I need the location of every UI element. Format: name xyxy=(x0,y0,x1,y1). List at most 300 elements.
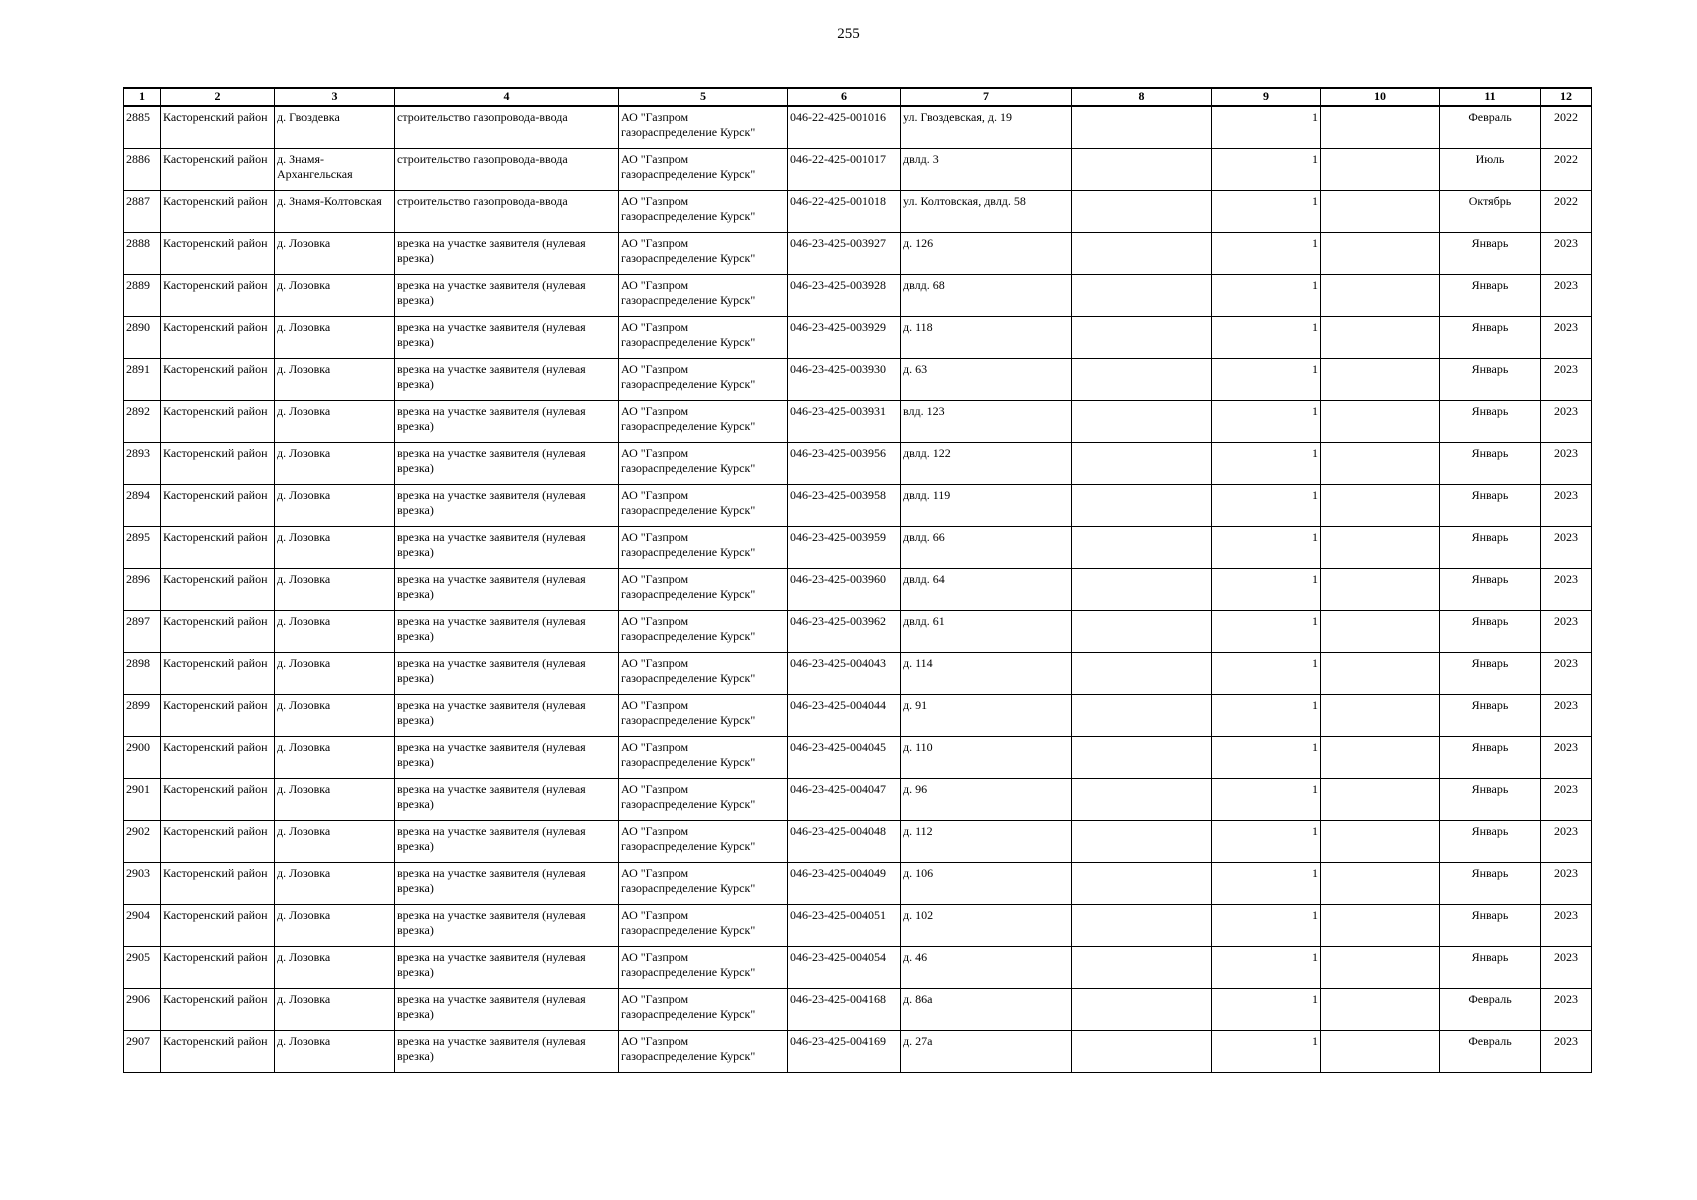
organization-cell: АО "Газпром газораспределение Курск" xyxy=(619,526,788,568)
locality-cell: д. Лозовка xyxy=(275,526,395,568)
work-type-cell: врезка на участке заявителя (нулевая врезка) xyxy=(395,904,619,946)
organization-cell: АО "Газпром газораспределение Курск" xyxy=(619,1030,788,1072)
organization-cell: АО "Газпром газораспределение Курск" xyxy=(619,946,788,988)
row-number: 2900 xyxy=(124,736,161,778)
month-cell: Октябрь xyxy=(1440,190,1541,232)
year-cell: 2023 xyxy=(1541,778,1592,820)
table-row xyxy=(124,442,1592,484)
address-cell: д. 96 xyxy=(901,778,1072,820)
table-row xyxy=(124,106,1592,148)
code-cell: 046-23-425-004054 xyxy=(788,946,901,988)
row-number: 2893 xyxy=(124,442,161,484)
column-10-cell xyxy=(1321,526,1440,568)
column-10-cell xyxy=(1321,988,1440,1030)
locality-cell: д. Лозовка xyxy=(275,904,395,946)
work-type-cell: врезка на участке заявителя (нулевая врезка) xyxy=(395,652,619,694)
organization-cell: АО "Газпром газораспределение Курск" xyxy=(619,568,788,610)
table-row xyxy=(124,904,1592,946)
month-cell: Январь xyxy=(1440,526,1541,568)
row-number: 2895 xyxy=(124,526,161,568)
quantity-cell: 1 xyxy=(1212,736,1321,778)
column-8-cell xyxy=(1072,904,1212,946)
code-cell: 046-23-425-003931 xyxy=(788,400,901,442)
quantity-cell: 1 xyxy=(1212,316,1321,358)
table-row xyxy=(124,652,1592,694)
table-row xyxy=(124,232,1592,274)
address-cell: д. 106 xyxy=(901,862,1072,904)
column-10-cell xyxy=(1321,694,1440,736)
month-cell: Февраль xyxy=(1440,1030,1541,1072)
organization-cell: АО "Газпром газораспределение Курск" xyxy=(619,400,788,442)
work-type-cell: врезка на участке заявителя (нулевая врезка) xyxy=(395,232,619,274)
work-type-cell: врезка на участке заявителя (нулевая врезка) xyxy=(395,694,619,736)
table-row xyxy=(124,148,1592,190)
work-type-cell: врезка на участке заявителя (нулевая врезка) xyxy=(395,862,619,904)
month-cell: Январь xyxy=(1440,778,1541,820)
year-cell: 2023 xyxy=(1541,694,1592,736)
work-type-cell: врезка на участке заявителя (нулевая врезка) xyxy=(395,736,619,778)
code-cell: 046-23-425-004049 xyxy=(788,862,901,904)
locality-cell: д. Лозовка xyxy=(275,610,395,652)
row-number: 2888 xyxy=(124,232,161,274)
district-cell: Касторенский район xyxy=(161,148,275,190)
page-number: 255 xyxy=(837,26,860,42)
column-10-cell xyxy=(1321,652,1440,694)
year-cell: 2023 xyxy=(1541,316,1592,358)
column-10-cell xyxy=(1321,190,1440,232)
table-row xyxy=(124,400,1592,442)
work-type-cell: врезка на участке заявителя (нулевая врезка) xyxy=(395,316,619,358)
code-cell: 046-22-425-001018 xyxy=(788,190,901,232)
year-cell: 2023 xyxy=(1541,274,1592,316)
district-cell: Касторенский район xyxy=(161,568,275,610)
column-8-cell xyxy=(1072,694,1212,736)
table-header-row xyxy=(124,88,1592,106)
column-8-cell xyxy=(1072,106,1212,148)
column-8-cell xyxy=(1072,190,1212,232)
work-type-cell: врезка на участке заявителя (нулевая врезка) xyxy=(395,442,619,484)
table-row xyxy=(124,946,1592,988)
registry-table xyxy=(123,87,1592,1073)
column-10-cell xyxy=(1321,904,1440,946)
work-type-cell: врезка на участке заявителя (нулевая врезка) xyxy=(395,946,619,988)
code-cell: 046-23-425-004051 xyxy=(788,904,901,946)
column-8-cell xyxy=(1072,400,1212,442)
row-number: 2892 xyxy=(124,400,161,442)
district-cell: Касторенский район xyxy=(161,274,275,316)
year-cell: 2023 xyxy=(1541,904,1592,946)
column-10-cell xyxy=(1321,736,1440,778)
month-cell: Январь xyxy=(1440,274,1541,316)
table-row xyxy=(124,778,1592,820)
year-cell: 2022 xyxy=(1541,106,1592,148)
locality-cell: д. Лозовка xyxy=(275,778,395,820)
address-cell: ул. Колтовская, двлд. 58 xyxy=(901,190,1072,232)
month-cell: Январь xyxy=(1440,484,1541,526)
table-row xyxy=(124,358,1592,400)
quantity-cell: 1 xyxy=(1212,358,1321,400)
organization-cell: АО "Газпром газораспределение Курск" xyxy=(619,778,788,820)
quantity-cell: 1 xyxy=(1212,988,1321,1030)
row-number: 2889 xyxy=(124,274,161,316)
code-cell: 046-23-425-003927 xyxy=(788,232,901,274)
organization-cell: АО "Газпром газораспределение Курск" xyxy=(619,316,788,358)
locality-cell: д. Лозовка xyxy=(275,736,395,778)
year-cell: 2023 xyxy=(1541,358,1592,400)
work-type-cell: врезка на участке заявителя (нулевая врезка) xyxy=(395,778,619,820)
quantity-cell: 1 xyxy=(1212,652,1321,694)
column-8-cell xyxy=(1072,526,1212,568)
row-number: 2902 xyxy=(124,820,161,862)
quantity-cell: 1 xyxy=(1212,820,1321,862)
locality-cell: д. Лозовка xyxy=(275,442,395,484)
table-row xyxy=(124,610,1592,652)
work-type-cell: строительство газопровода-ввода xyxy=(395,148,619,190)
column-8-cell xyxy=(1072,610,1212,652)
column-8-cell xyxy=(1072,358,1212,400)
year-cell: 2022 xyxy=(1541,190,1592,232)
row-number: 2885 xyxy=(124,106,161,148)
address-cell: д. 110 xyxy=(901,736,1072,778)
code-cell: 046-22-425-001017 xyxy=(788,148,901,190)
column-10-cell xyxy=(1321,484,1440,526)
table-body xyxy=(124,106,1592,1072)
quantity-cell: 1 xyxy=(1212,106,1321,148)
work-type-cell: врезка на участке заявителя (нулевая врезка) xyxy=(395,610,619,652)
district-cell: Касторенский район xyxy=(161,358,275,400)
address-cell: д. 46 xyxy=(901,946,1072,988)
district-cell: Касторенский район xyxy=(161,190,275,232)
work-type-cell: врезка на участке заявителя (нулевая врезка) xyxy=(395,988,619,1030)
month-cell: Январь xyxy=(1440,652,1541,694)
column-10-cell xyxy=(1321,106,1440,148)
column-10-cell xyxy=(1321,778,1440,820)
district-cell: Касторенский район xyxy=(161,400,275,442)
district-cell: Касторенский район xyxy=(161,862,275,904)
quantity-cell: 1 xyxy=(1212,610,1321,652)
quantity-cell: 1 xyxy=(1212,148,1321,190)
code-cell: 046-23-425-004043 xyxy=(788,652,901,694)
column-10-cell xyxy=(1321,400,1440,442)
work-type-cell: врезка на участке заявителя (нулевая врезка) xyxy=(395,274,619,316)
column-8-cell xyxy=(1072,652,1212,694)
table-row xyxy=(124,862,1592,904)
column-10-cell xyxy=(1321,946,1440,988)
organization-cell: АО "Газпром газораспределение Курск" xyxy=(619,610,788,652)
locality-cell: д. Лозовка xyxy=(275,820,395,862)
quantity-cell: 1 xyxy=(1212,694,1321,736)
code-cell: 046-23-425-003929 xyxy=(788,316,901,358)
table-row xyxy=(124,526,1592,568)
row-number: 2886 xyxy=(124,148,161,190)
locality-cell: д. Лозовка xyxy=(275,694,395,736)
column-10-cell xyxy=(1321,862,1440,904)
column-header-9: 9 xyxy=(1212,88,1321,106)
locality-cell: д. Лозовка xyxy=(275,316,395,358)
code-cell: 046-23-425-004048 xyxy=(788,820,901,862)
organization-cell: АО "Газпром газораспределение Курск" xyxy=(619,274,788,316)
table-row xyxy=(124,694,1592,736)
organization-cell: АО "Газпром газораспределение Курск" xyxy=(619,232,788,274)
column-10-cell xyxy=(1321,316,1440,358)
row-number: 2894 xyxy=(124,484,161,526)
column-10-cell xyxy=(1321,1030,1440,1072)
locality-cell: д. Лозовка xyxy=(275,568,395,610)
code-cell: 046-23-425-003956 xyxy=(788,442,901,484)
quantity-cell: 1 xyxy=(1212,190,1321,232)
quantity-cell: 1 xyxy=(1212,400,1321,442)
year-cell: 2023 xyxy=(1541,484,1592,526)
organization-cell: АО "Газпром газораспределение Курск" xyxy=(619,106,788,148)
year-cell: 2023 xyxy=(1541,400,1592,442)
table-row xyxy=(124,988,1592,1030)
district-cell: Касторенский район xyxy=(161,694,275,736)
month-cell: Январь xyxy=(1440,736,1541,778)
year-cell: 2023 xyxy=(1541,442,1592,484)
month-cell: Январь xyxy=(1440,358,1541,400)
column-header-10: 10 xyxy=(1321,88,1440,106)
organization-cell: АО "Газпром газораспределение Курск" xyxy=(619,442,788,484)
code-cell: 046-23-425-004169 xyxy=(788,1030,901,1072)
column-8-cell xyxy=(1072,484,1212,526)
district-cell: Касторенский район xyxy=(161,820,275,862)
month-cell: Январь xyxy=(1440,610,1541,652)
year-cell: 2023 xyxy=(1541,988,1592,1030)
district-cell: Касторенский район xyxy=(161,442,275,484)
row-number: 2898 xyxy=(124,652,161,694)
column-header-8: 8 xyxy=(1072,88,1212,106)
district-cell: Касторенский район xyxy=(161,610,275,652)
address-cell: двлд. 122 xyxy=(901,442,1072,484)
address-cell: двлд. 64 xyxy=(901,568,1072,610)
locality-cell: д. Лозовка xyxy=(275,1030,395,1072)
column-header-1: 1 xyxy=(124,88,161,106)
month-cell: Январь xyxy=(1440,820,1541,862)
column-header-5: 5 xyxy=(619,88,788,106)
address-cell: д. 86а xyxy=(901,988,1072,1030)
district-cell: Касторенский район xyxy=(161,988,275,1030)
table-row xyxy=(124,274,1592,316)
row-number: 2896 xyxy=(124,568,161,610)
table-row xyxy=(124,820,1592,862)
work-type-cell: строительство газопровода-ввода xyxy=(395,190,619,232)
month-cell: Июль xyxy=(1440,148,1541,190)
work-type-cell: врезка на участке заявителя (нулевая врезка) xyxy=(395,400,619,442)
locality-cell: д. Лозовка xyxy=(275,232,395,274)
quantity-cell: 1 xyxy=(1212,568,1321,610)
column-8-cell xyxy=(1072,988,1212,1030)
work-type-cell: врезка на участке заявителя (нулевая врезка) xyxy=(395,820,619,862)
district-cell: Касторенский район xyxy=(161,736,275,778)
address-cell: д. 63 xyxy=(901,358,1072,400)
organization-cell: АО "Газпром газораспределение Курск" xyxy=(619,862,788,904)
month-cell: Январь xyxy=(1440,232,1541,274)
code-cell: 046-23-425-004168 xyxy=(788,988,901,1030)
locality-cell: д. Лозовка xyxy=(275,946,395,988)
row-number: 2905 xyxy=(124,946,161,988)
locality-cell: д. Знамя-Колтовская xyxy=(275,190,395,232)
organization-cell: АО "Газпром газораспределение Курск" xyxy=(619,190,788,232)
column-header-12: 12 xyxy=(1541,88,1592,106)
column-header-3: 3 xyxy=(275,88,395,106)
column-8-cell xyxy=(1072,274,1212,316)
table-row xyxy=(124,484,1592,526)
month-cell: Январь xyxy=(1440,568,1541,610)
quantity-cell: 1 xyxy=(1212,946,1321,988)
column-8-cell xyxy=(1072,1030,1212,1072)
address-cell: двлд. 66 xyxy=(901,526,1072,568)
locality-cell: д. Гвоздевка xyxy=(275,106,395,148)
address-cell: д. 112 xyxy=(901,820,1072,862)
address-cell: д. 91 xyxy=(901,694,1072,736)
table-row xyxy=(124,736,1592,778)
work-type-cell: врезка на участке заявителя (нулевая врезка) xyxy=(395,358,619,400)
column-8-cell xyxy=(1072,736,1212,778)
column-header-6: 6 xyxy=(788,88,901,106)
code-cell: 046-23-425-003930 xyxy=(788,358,901,400)
year-cell: 2023 xyxy=(1541,568,1592,610)
column-8-cell xyxy=(1072,946,1212,988)
district-cell: Касторенский район xyxy=(161,652,275,694)
row-number: 2887 xyxy=(124,190,161,232)
address-cell: двлд. 119 xyxy=(901,484,1072,526)
column-header-7: 7 xyxy=(901,88,1072,106)
work-type-cell: врезка на участке заявителя (нулевая врезка) xyxy=(395,568,619,610)
row-number: 2906 xyxy=(124,988,161,1030)
locality-cell: д. Лозовка xyxy=(275,484,395,526)
district-cell: Касторенский район xyxy=(161,1030,275,1072)
year-cell: 2023 xyxy=(1541,1030,1592,1072)
quantity-cell: 1 xyxy=(1212,904,1321,946)
row-number: 2897 xyxy=(124,610,161,652)
work-type-cell: врезка на участке заявителя (нулевая врезка) xyxy=(395,484,619,526)
district-cell: Касторенский район xyxy=(161,232,275,274)
column-header-11: 11 xyxy=(1440,88,1541,106)
locality-cell: д. Лозовка xyxy=(275,358,395,400)
code-cell: 046-22-425-001016 xyxy=(788,106,901,148)
row-number: 2890 xyxy=(124,316,161,358)
column-header-2: 2 xyxy=(161,88,275,106)
row-number: 2903 xyxy=(124,862,161,904)
address-cell: влд. 123 xyxy=(901,400,1072,442)
year-cell: 2023 xyxy=(1541,862,1592,904)
row-number: 2899 xyxy=(124,694,161,736)
month-cell: Январь xyxy=(1440,694,1541,736)
table-row xyxy=(124,568,1592,610)
organization-cell: АО "Газпром газораспределение Курск" xyxy=(619,652,788,694)
code-cell: 046-23-425-003958 xyxy=(788,484,901,526)
organization-cell: АО "Газпром газораспределение Курск" xyxy=(619,358,788,400)
address-cell: д. 118 xyxy=(901,316,1072,358)
year-cell: 2023 xyxy=(1541,652,1592,694)
address-cell: д. 114 xyxy=(901,652,1072,694)
column-10-cell xyxy=(1321,610,1440,652)
locality-cell: д. Лозовка xyxy=(275,652,395,694)
district-cell: Касторенский район xyxy=(161,946,275,988)
locality-cell: д. Лозовка xyxy=(275,862,395,904)
row-number: 2904 xyxy=(124,904,161,946)
column-10-cell xyxy=(1321,274,1440,316)
district-cell: Касторенский район xyxy=(161,526,275,568)
column-10-cell xyxy=(1321,568,1440,610)
organization-cell: АО "Газпром газораспределение Курск" xyxy=(619,736,788,778)
month-cell: Январь xyxy=(1440,442,1541,484)
code-cell: 046-23-425-003960 xyxy=(788,568,901,610)
column-10-cell xyxy=(1321,232,1440,274)
district-cell: Касторенский район xyxy=(161,106,275,148)
quantity-cell: 1 xyxy=(1212,484,1321,526)
column-8-cell xyxy=(1072,778,1212,820)
organization-cell: АО "Газпром газораспределение Курск" xyxy=(619,904,788,946)
quantity-cell: 1 xyxy=(1212,232,1321,274)
table-row xyxy=(124,190,1592,232)
code-cell: 046-23-425-004045 xyxy=(788,736,901,778)
column-8-cell xyxy=(1072,232,1212,274)
code-cell: 046-23-425-003928 xyxy=(788,274,901,316)
locality-cell: д. Лозовка xyxy=(275,988,395,1030)
work-type-cell: строительство газопровода-ввода xyxy=(395,106,619,148)
quantity-cell: 1 xyxy=(1212,526,1321,568)
month-cell: Январь xyxy=(1440,400,1541,442)
organization-cell: АО "Газпром газораспределение Курск" xyxy=(619,694,788,736)
year-cell: 2023 xyxy=(1541,820,1592,862)
year-cell: 2023 xyxy=(1541,526,1592,568)
column-8-cell xyxy=(1072,862,1212,904)
quantity-cell: 1 xyxy=(1212,778,1321,820)
year-cell: 2022 xyxy=(1541,148,1592,190)
district-cell: Касторенский район xyxy=(161,904,275,946)
quantity-cell: 1 xyxy=(1212,274,1321,316)
month-cell: Январь xyxy=(1440,946,1541,988)
code-cell: 046-23-425-003959 xyxy=(788,526,901,568)
organization-cell: АО "Газпром газораспределение Курск" xyxy=(619,820,788,862)
organization-cell: АО "Газпром газораспределение Курск" xyxy=(619,988,788,1030)
address-cell: д. 126 xyxy=(901,232,1072,274)
column-10-cell xyxy=(1321,442,1440,484)
row-number: 2901 xyxy=(124,778,161,820)
address-cell: двлд. 61 xyxy=(901,610,1072,652)
address-cell: д. 102 xyxy=(901,904,1072,946)
locality-cell: д. Лозовка xyxy=(275,274,395,316)
code-cell: 046-23-425-004044 xyxy=(788,694,901,736)
column-header-4: 4 xyxy=(395,88,619,106)
code-cell: 046-23-425-004047 xyxy=(788,778,901,820)
table-row xyxy=(124,1030,1592,1072)
work-type-cell: врезка на участке заявителя (нулевая врезка) xyxy=(395,1030,619,1072)
column-8-cell xyxy=(1072,820,1212,862)
column-8-cell xyxy=(1072,442,1212,484)
quantity-cell: 1 xyxy=(1212,862,1321,904)
organization-cell: АО "Газпром газораспределение Курск" xyxy=(619,148,788,190)
row-number: 2907 xyxy=(124,1030,161,1072)
month-cell: Февраль xyxy=(1440,988,1541,1030)
district-cell: Касторенский район xyxy=(161,484,275,526)
locality-cell: д. Знамя-Архангельская xyxy=(275,148,395,190)
column-10-cell xyxy=(1321,820,1440,862)
column-10-cell xyxy=(1321,148,1440,190)
code-cell: 046-23-425-003962 xyxy=(788,610,901,652)
column-8-cell xyxy=(1072,316,1212,358)
row-number: 2891 xyxy=(124,358,161,400)
column-8-cell xyxy=(1072,148,1212,190)
organization-cell: АО "Газпром газораспределение Курск" xyxy=(619,484,788,526)
district-cell: Касторенский район xyxy=(161,316,275,358)
district-cell: Касторенский район xyxy=(161,778,275,820)
address-cell: ул. Гвоздевская, д. 19 xyxy=(901,106,1072,148)
column-8-cell xyxy=(1072,568,1212,610)
year-cell: 2023 xyxy=(1541,736,1592,778)
column-10-cell xyxy=(1321,358,1440,400)
